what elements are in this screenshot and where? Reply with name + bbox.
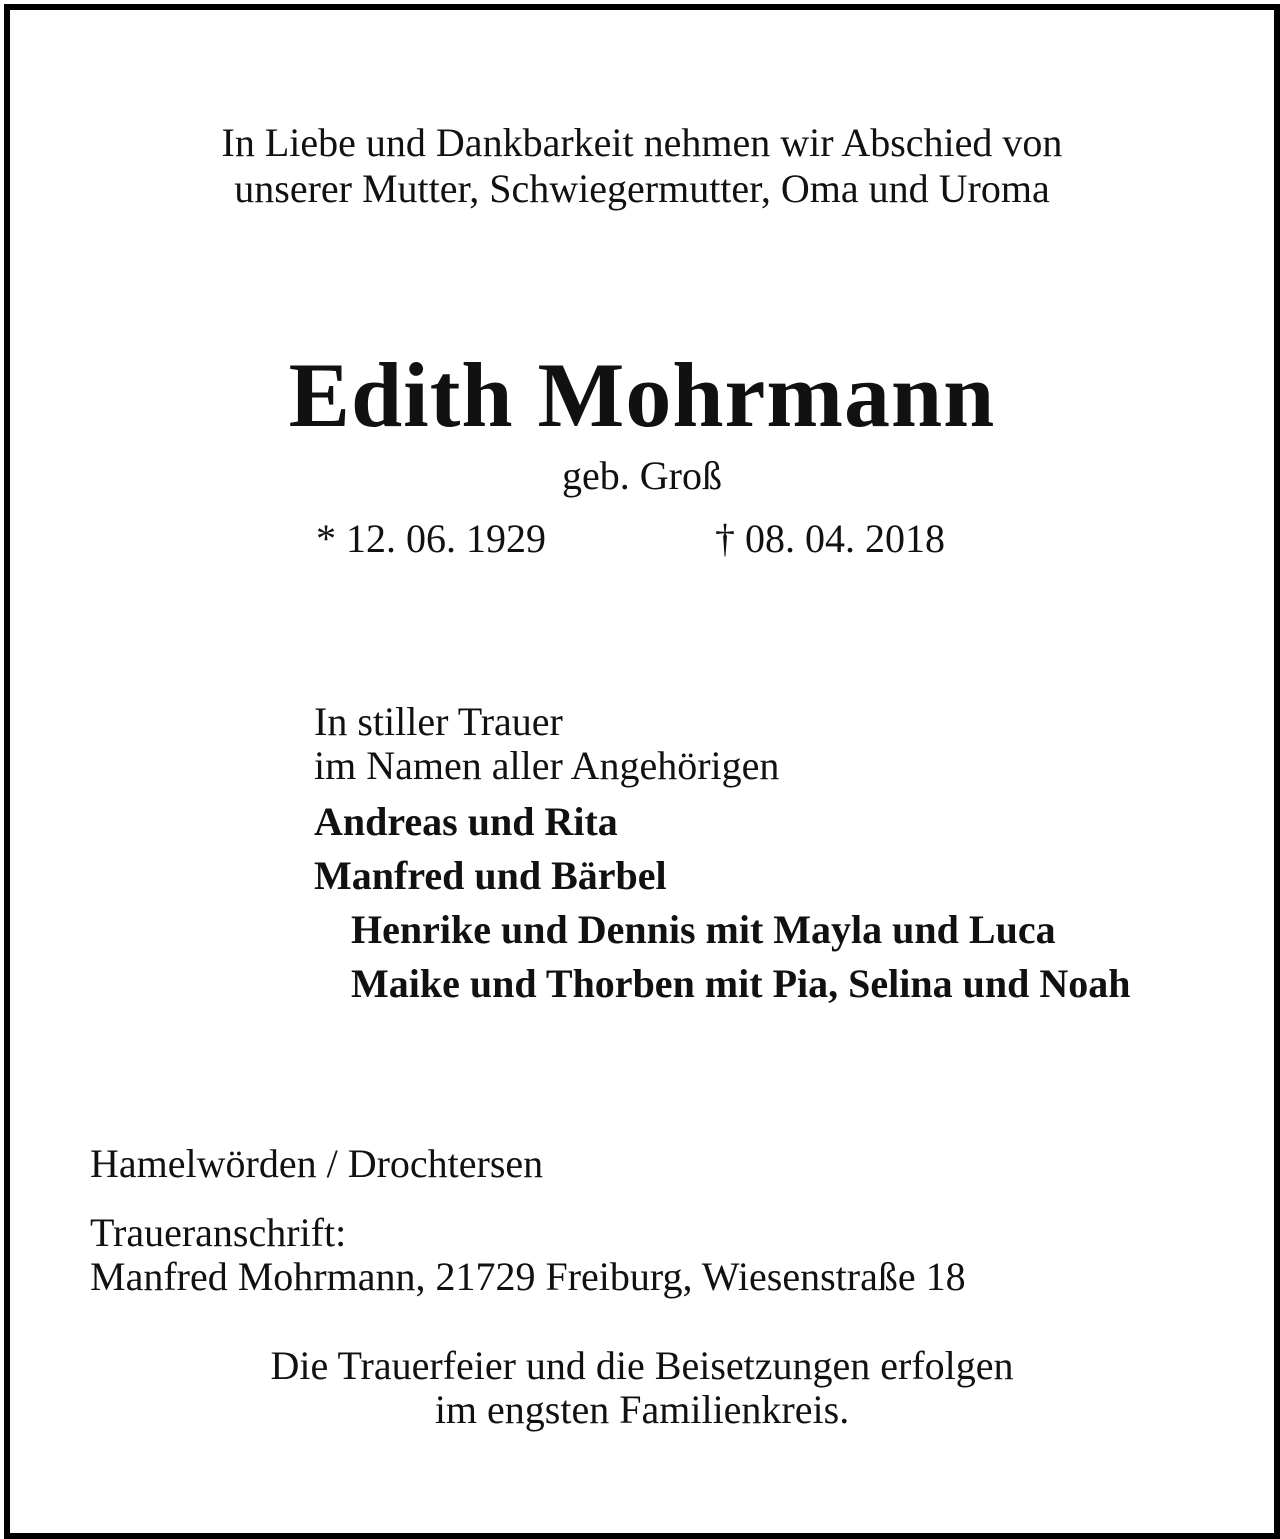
family-line: Maike und Thorben mit Pia, Selina und Noah [351,961,1131,1006]
intro-line-2: unserer Mutter, Schwiegermutter, Oma und Uroma [234,166,1050,211]
intro-line-1: In Liebe und Dankbarkeit nehmen wir Abschied von [221,120,1063,165]
service-line-1: Die Trauerfeier und die Beisetzungen erfolgen [270,1343,1014,1388]
mourning-line-2: im Namen aller Angehörigen [314,743,780,788]
family-line: Manfred und Bärbel [314,853,667,898]
obituary-notice [4,4,1280,1539]
deceased-name: Edith Mohrmann [288,344,996,446]
family-line: Andreas und Rita [314,799,618,844]
birth-date: * 12. 06. 1929 [316,516,546,561]
birth-name: geb. Groß [562,453,722,498]
family-line: Henrike und Dennis mit Mayla und Luca [351,907,1056,952]
address-label: Traueranschrift: [90,1210,347,1255]
death-date: † 08. 04. 2018 [715,516,945,561]
mourning-line-1: In stiller Trauer [314,699,563,744]
address-value: Manfred Mohrmann, 21729 Freiburg, Wiesenstraße 18 [90,1254,966,1299]
service-line-2: im engsten Familienkreis. [434,1387,850,1432]
location: Hamelwörden / Drochtersen [90,1141,544,1186]
